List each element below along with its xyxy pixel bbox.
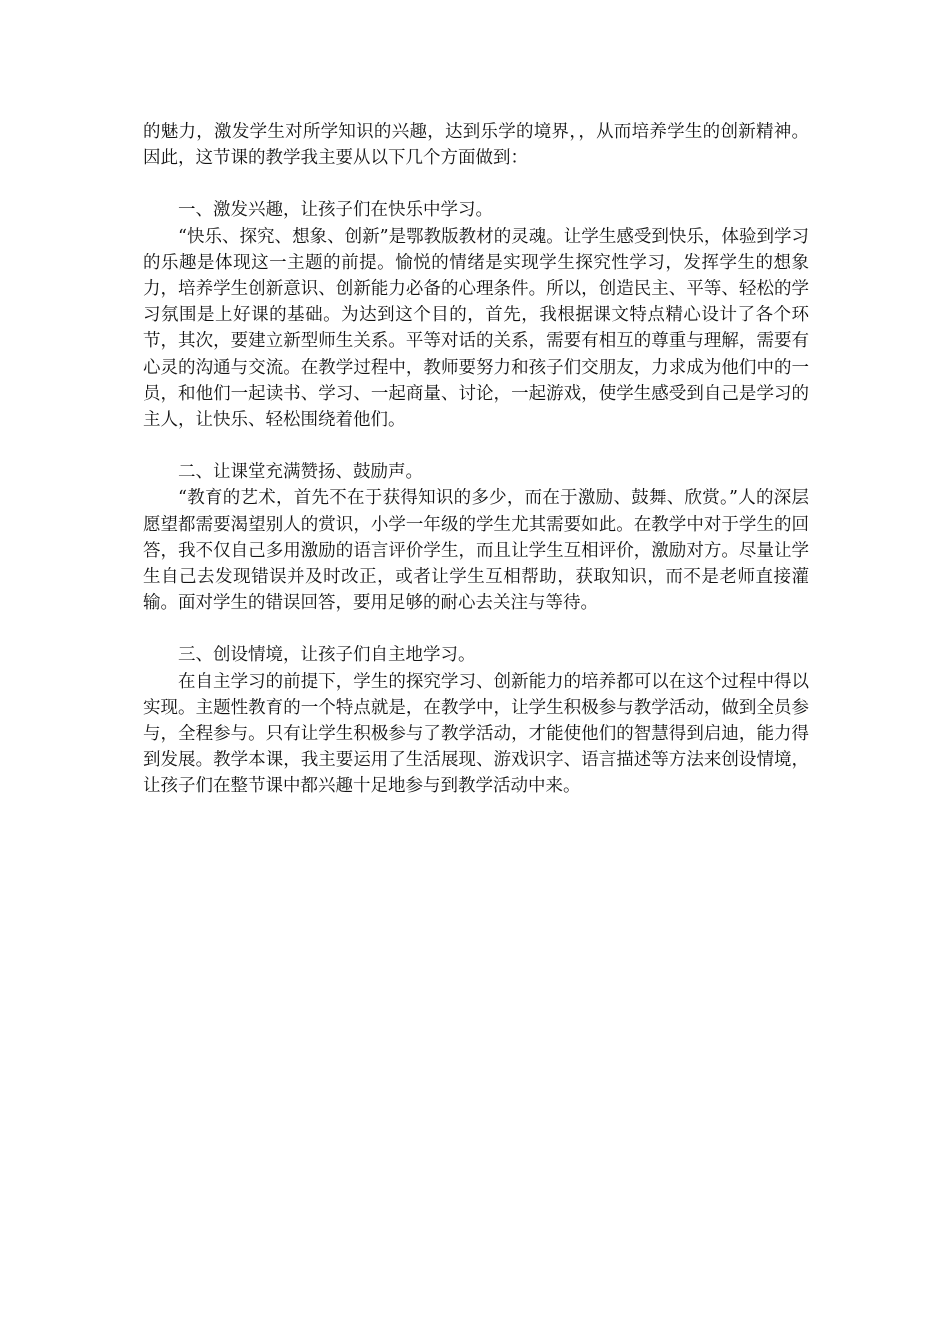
paragraph-gap <box>143 171 809 197</box>
section-body-3: 在自主学习的前提下，学生的探究学习、创新能力的培养都可以在这个过程中得以实现。主题性教育的一个特点就是，在教学中，让学生积极参与教学活动，做到全员参与，全程参与。只有让学生积极参与了教学活动，才能使他们的智慧得到启迪，能力得到发展。教学本课，我主要运用了生活展现、游戏识字、语言描述等方法来创设情境，让孩子们在整节课中都兴趣十足地参与到教学活动中来。 <box>143 671 809 797</box>
section-heading-2: 二、让课堂充满赞扬、鼓励声。 <box>178 462 423 483</box>
section-body-1: “快乐、探究、想象、创新”是鄂教版教材的灵魂。让学生感受到快乐，体验到学习的乐趣是体现这一主题的前提。愉悦的情绪是实现学生探究性学习，发挥学生的想象力，培养学生创新意识、创新能力必备的心理条件。所以，创造民主、平等、轻松的学习氛围是上好课的基础。为达到这个目的，首先，我根据课文特点精心设计了各个环节，其次，要建立新型师生关系。平等对话的关系，需要有相互的尊重与理解，需要有心灵的沟通与交流。在教学过程中，教师要努力和孩子们交朋友，力求成为他们中的一员，和他们一起读书、学习、一起商量、讨论，一起游戏，使学生感受到自己是学习的主人，让快乐、轻松围绕着他们。 <box>143 226 809 431</box>
section-body-2: “教育的艺术，首先不在于获得知识的多少，而在于激励、鼓舞、欣赏。”人的深层愿望都需要渴望别人的赏识，小学一年级的学生尤其需要如此。在教学中对于学生的回答，我不仅自己多用激励的语言评价学生，而且让学生互相评价，激励对方。尽量让学生自己去发现错误并及时改正，或者让学生互相帮助，获取知识，而不是老师直接灌输。面对学生的错误回答，要用足够的耐心去关注与等待。 <box>143 488 809 614</box>
document-page <box>143 119 809 800</box>
paragraph-gap <box>143 616 809 642</box>
section-heading-1: 一、激发兴趣，让孩子们在快乐中学习。 <box>178 200 493 221</box>
paragraph-gap <box>143 433 809 459</box>
section-heading-3: 三、创设情境，让孩子们自主地学习。 <box>178 645 476 666</box>
opening-paragraph: 的魅力，激发学生对所学知识的兴趣，达到乐学的境界，，从而培养学生的创新精神。因此，这节课的教学我主要从以下几个方面做到： <box>143 122 809 169</box>
